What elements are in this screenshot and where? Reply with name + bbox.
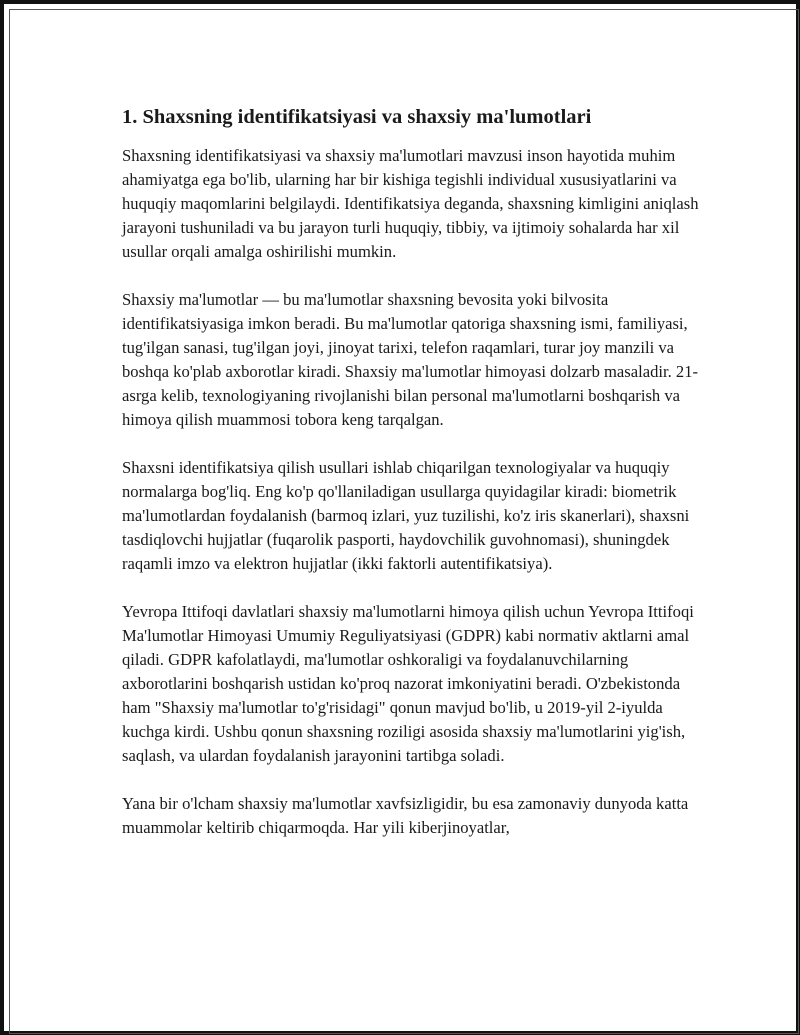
page-inner-border [9, 9, 799, 1034]
paragraph-2: Shaxsiy ma'lumotlar — bu ma'lumotlar shaxsning bevosita yoki bilvosita identifikatsiyasiga imkon beradi. Bu ma'lumotlar qatoriga shaxsning ismi, familiyasi, tug'ilgan sanasi, tug'ilgan joyi, jinoyat tarixi, telefon raqamlari, turar joy manzili va boshqa ko'plab axborotlar kiradi. Shaxsiy ma'lumotlar himoyasi dolzarb masaladir. 21-asrga kelib, texnologiyaning rivojlanishi bilan personal ma'lumotlarni boshqarish va himoya qilish muammosi tobora keng tarqalgan. [122, 290, 699, 429]
paragraph-4: Yevropa Ittifoqi davlatlari shaxsiy ma'lumotlarni himoya qilish uchun Yevropa Ittifoqi Ma'lumotlar Himoyasi Umumiy Reguliyatsiyasi (GDPR) kabi normativ aktlarni amal qiladi. GDPR kafolatlaydi, ma'lumotlar oshkoraligi va foydalanuvchilarning axborotlarini boshqarish ustidan ko'proq nazorat imkoniyatini beradi. O'zbekistonda ham "Shaxsiy ma'lumotlar to'g'risidagi" qonun mavjud bo'lib, u 2019-yil 2-iyulda kuchga kirdi. Ushbu qonun shaxsning roziligi asosida shaxsiy ma'lumotlarini yig'ish, saqlash, va ulardan foydalanish jarayonini tartibga soladi. [122, 602, 694, 765]
section-heading: 1. Shaxsning identifikatsiyasi va shaxsiy ma'lumotlari [122, 106, 592, 128]
paragraph-5: Yana bir o'lcham shaxsiy ma'lumotlar xavfsizligidir, bu esa zamonaviy dunyoda katta muammolar keltirib chiqarmoqda. Har yili kiberjinoyatlar, [122, 794, 689, 837]
paragraph-1: Shaxsning identifikatsiyasi va shaxsiy ma'lumotlari mavzusi inson hayotida muhim ahamiyatga ega bo'lib, ularning har bir kishiga tegishli individual xususiyatlarini va huquqiy maqomlarini belgilaydi. Identifikatsiya deganda, shaxsning kimligini aniqlash jarayoni tushuniladi va bu jarayon turli huquqiy, tibbiy, va ijtimoiy sohalarda har xil usullar orqali amalga oshirilishi mumkin. [122, 146, 699, 261]
paragraph-3: Shaxsni identifikatsiya qilish usullari ishlab chiqarilgan texnologiyalar va huquqiy normalarga bog'liq. Eng ko'p qo'llaniladigan usullarga quyidagilar kiradi: biometrik ma'lumotlardan foydalanish (barmoq izlari, yuz tuzilishi, ko'z iris skanerlari), shaxsni tasdiqlovchi hujjatlar (fuqarolik pasporti, haydovchilik guvohnomasi), shuningdek raqamli imzo va elektron hujjatlar (ikki faktorli autentifikatsiya). [122, 458, 690, 573]
document-body [122, 102, 710, 864]
